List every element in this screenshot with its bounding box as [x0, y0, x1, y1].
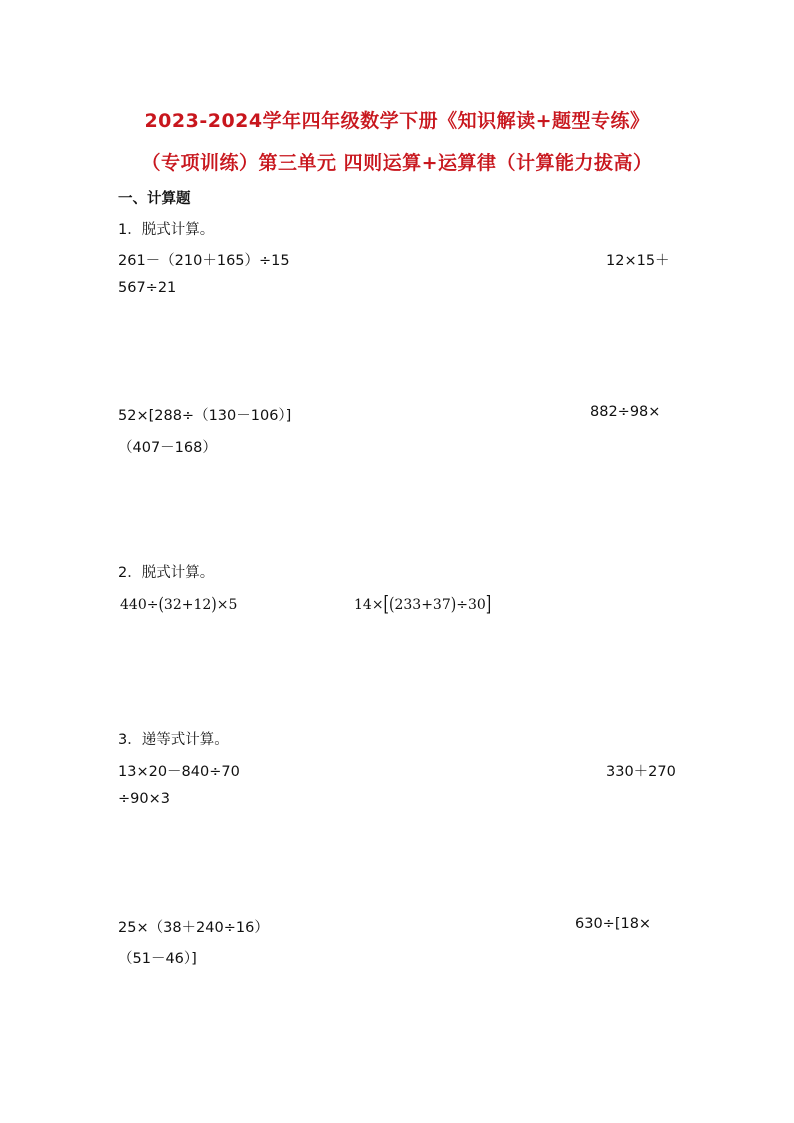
question-3-expression-c: 25×（38＋240÷16）: [118, 920, 269, 936]
document-title-line-2: （专项训练）第三单元 四则运算+运算律（计算能力拔高）: [141, 152, 653, 174]
question-3-expression-b-end: ÷90×3: [118, 791, 170, 807]
question-3-instruction: 3．递等式计算。: [118, 732, 229, 748]
document-title-line-1: 2023-2024学年四年级数学下册《知识解读+题型专练》: [144, 110, 650, 132]
question-2-instruction: 2．脱式计算。: [118, 565, 215, 581]
question-3-expression-b-start: 330＋270: [606, 764, 676, 780]
question-1-expression-d-start: 882÷98×: [590, 404, 661, 420]
question-3-expression-a: 13×20－840÷70: [118, 764, 240, 780]
question-1-expression-a: 261－（210＋165）÷15: [118, 253, 290, 269]
question-1-expression-c: 52×[288÷（130－106）]: [118, 408, 292, 424]
question-1-expression-d-end: （407－168）: [118, 440, 217, 456]
question-3-expression-d-start: 630÷[18×: [575, 916, 652, 932]
question-2-expression-a: 440÷(32+12)×5: [120, 595, 238, 615]
question-2-expression-b: 14×[(233+37)÷30]: [354, 593, 492, 617]
question-1-instruction: 1．脱式计算。: [118, 222, 215, 238]
question-1-expression-b-end: 567÷21: [118, 280, 177, 296]
question-1-expression-b-start: 12×15＋: [606, 253, 670, 269]
section-title: 一、计算题: [118, 191, 191, 207]
question-3-expression-d-end: （51－46）]: [118, 951, 197, 967]
